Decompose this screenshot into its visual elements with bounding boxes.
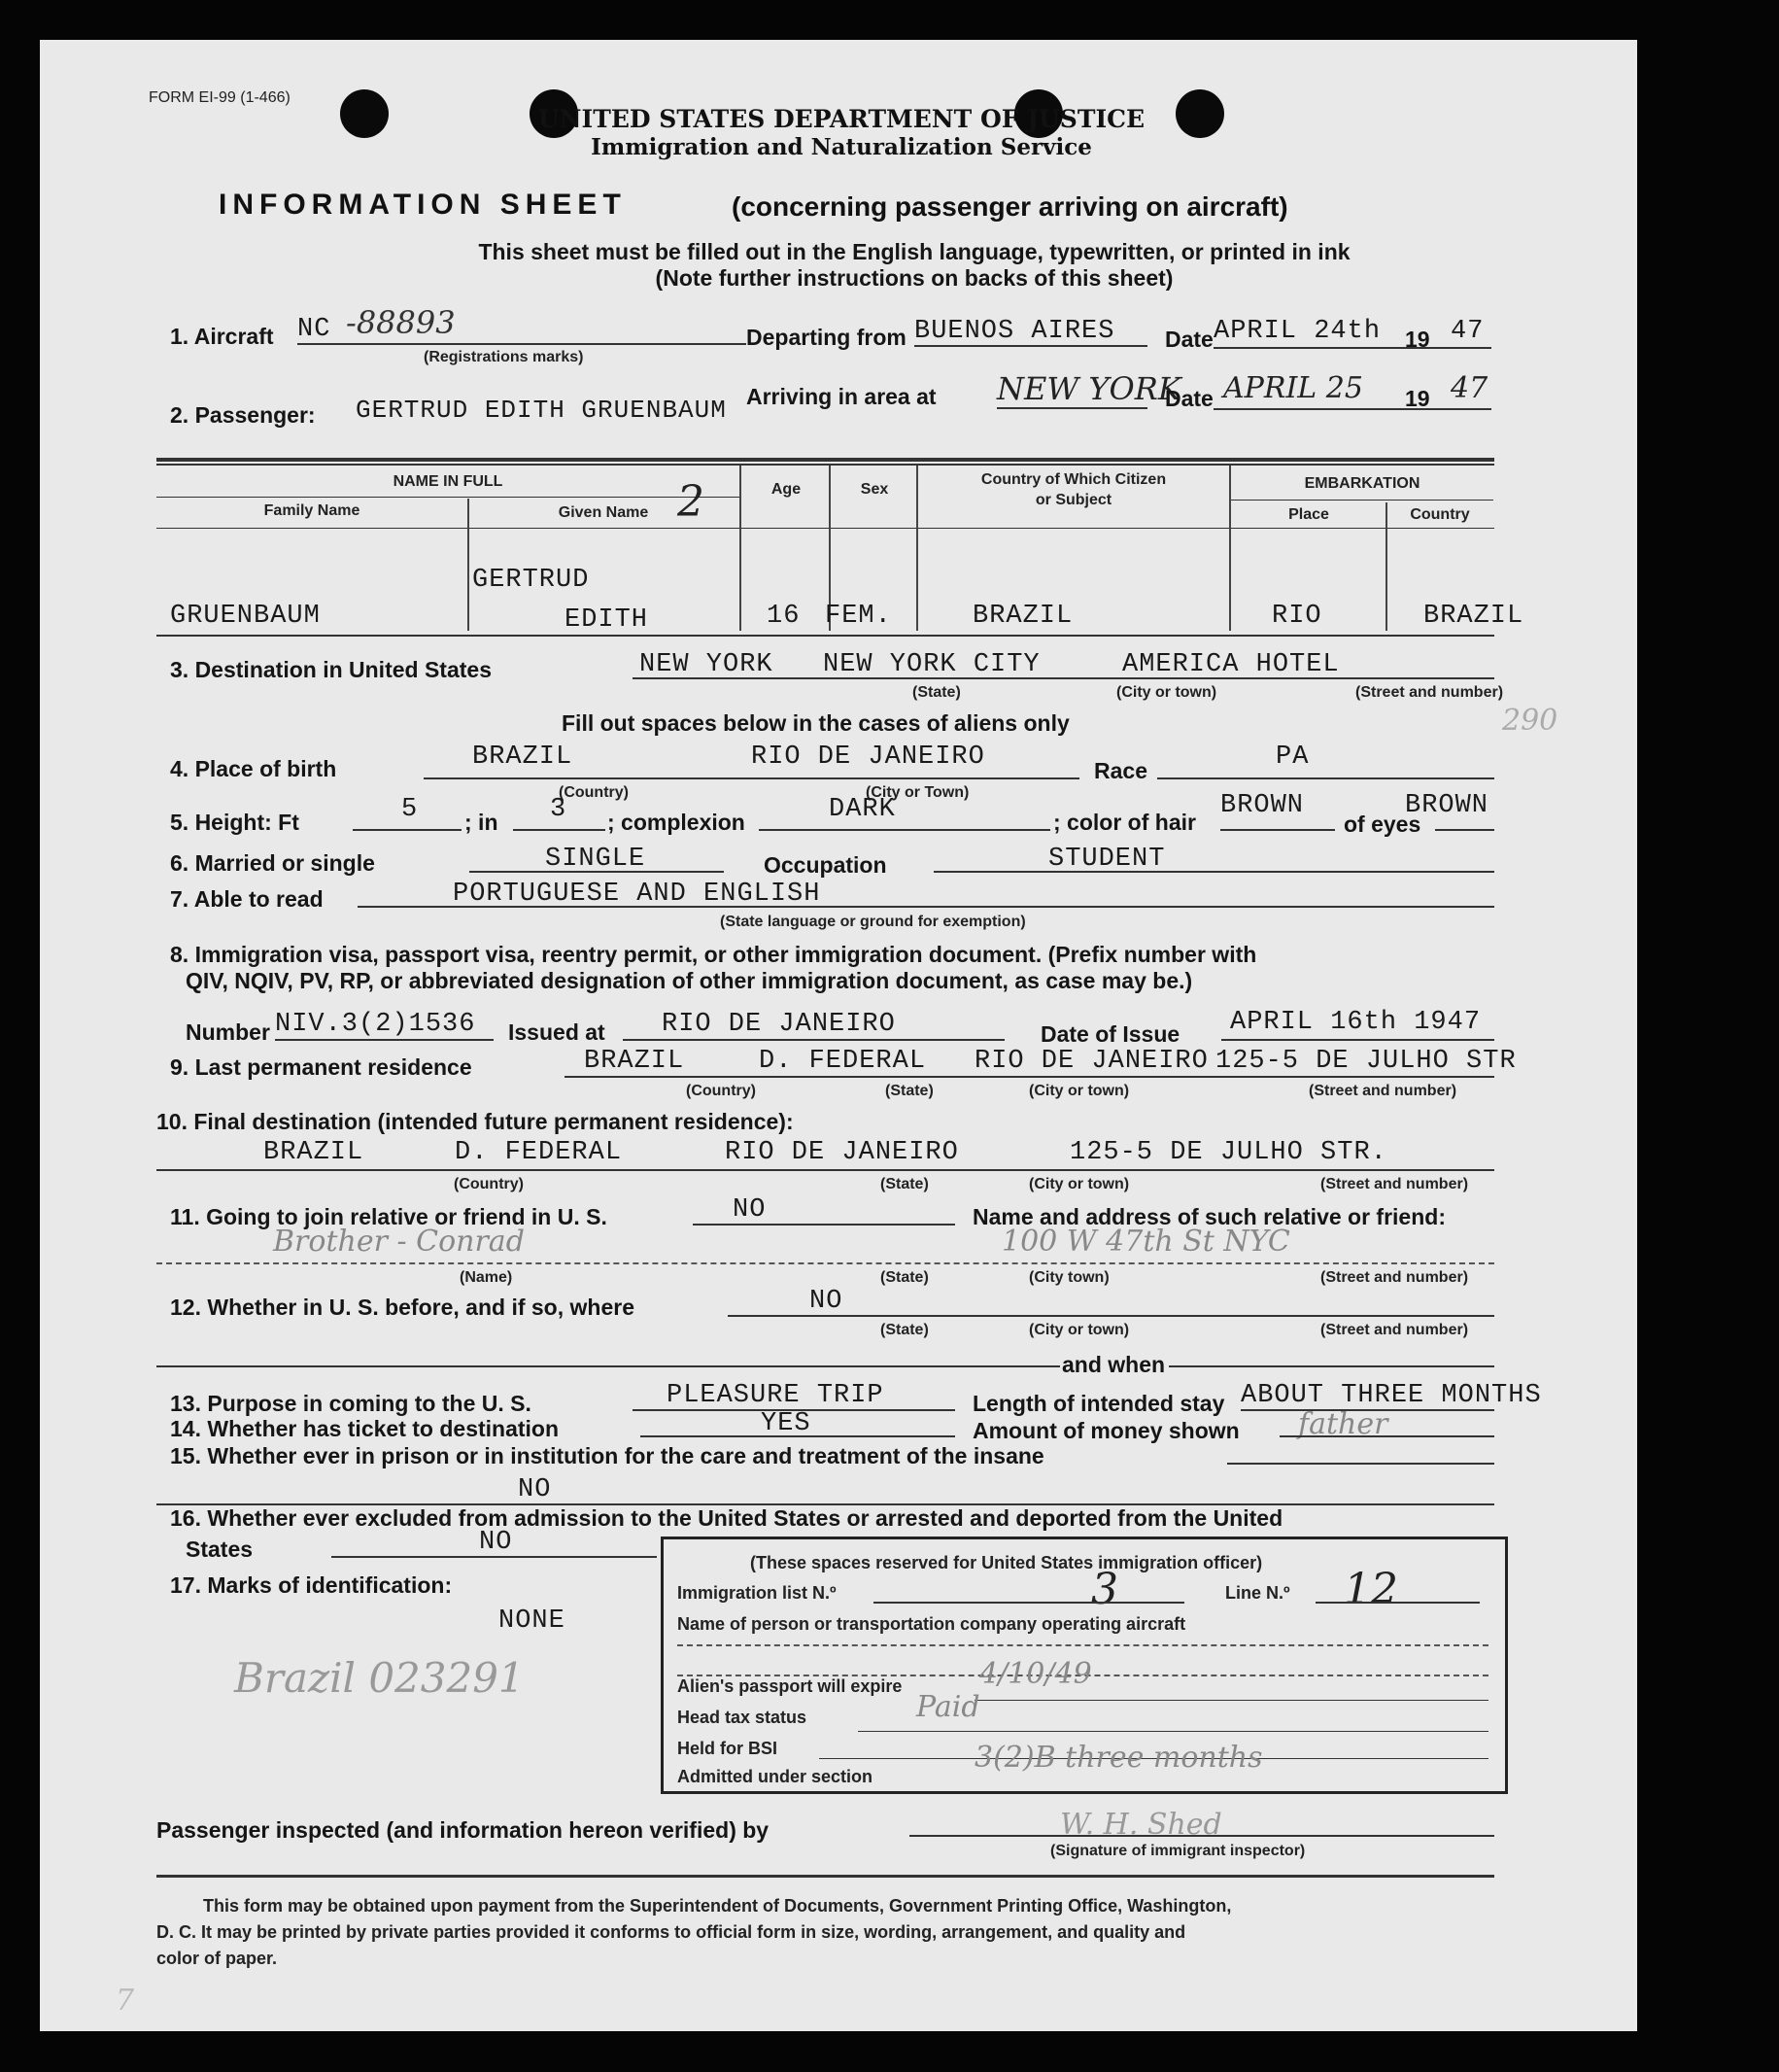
table-col-divider bbox=[739, 466, 741, 631]
row-given-name-2: EDITH bbox=[564, 605, 649, 635]
q10-city-caption: (City or town) bbox=[1029, 1176, 1130, 1192]
q11-state-caption: (State) bbox=[880, 1269, 929, 1286]
admitted-value: 3(2)B three months bbox=[975, 1741, 1263, 1775]
doc-number: NIV.3(2)1536 bbox=[275, 1010, 476, 1039]
join-relative-value: NO bbox=[733, 1195, 767, 1225]
q9-country-caption: (Country) bbox=[686, 1083, 756, 1099]
q3-label: 3. Destination in United States bbox=[170, 657, 492, 682]
embarkation-divider bbox=[1231, 500, 1493, 501]
q1-year: 47 bbox=[1451, 317, 1485, 346]
q11-line bbox=[156, 1262, 1494, 1264]
q4-line bbox=[424, 777, 1079, 779]
language-value: PORTUGUESE AND ENGLISH bbox=[453, 880, 821, 909]
q1-date-label: Date bbox=[1165, 327, 1214, 352]
immigration-officer-box bbox=[661, 1537, 1508, 1794]
passport-expire-value: 4/10/49 bbox=[979, 1657, 1092, 1691]
q4-city-caption: (City or Town) bbox=[866, 784, 970, 801]
corner-mark: 7 bbox=[116, 1984, 135, 2018]
given-name-header: Given Name bbox=[558, 504, 649, 521]
q12-city-caption: (City or town) bbox=[1029, 1322, 1130, 1338]
q4-country-caption: (Country) bbox=[559, 784, 629, 801]
q9-city-caption: (City or town) bbox=[1029, 1083, 1130, 1099]
table-col-divider bbox=[916, 466, 918, 631]
destination-street: AMERICA HOTEL bbox=[1122, 650, 1340, 679]
height-ft-line bbox=[353, 829, 462, 831]
instruction-line-1: This sheet must be filled out in the English language, typewritten, or printed in ink bbox=[478, 239, 1351, 264]
q2-date-line bbox=[1214, 408, 1491, 410]
excluded-value: NO bbox=[479, 1528, 513, 1557]
sheet-subtitle: (concerning passenger arriving on aircraft) bbox=[732, 191, 1288, 222]
residence-street: 125-5 DE JULHO STR bbox=[1215, 1047, 1517, 1076]
marital-status: SINGLE bbox=[545, 845, 646, 874]
country-header: Country bbox=[1410, 506, 1470, 523]
q8-line-2: QIV, NQIV, PV, RP, or abbreviated designation of other immigration document, as case may be.) bbox=[186, 968, 1193, 993]
table-col-divider bbox=[1386, 502, 1387, 631]
line-label: Line N.º bbox=[1225, 1583, 1290, 1603]
form-sheet bbox=[40, 40, 1637, 2031]
inspected-label: Passenger inspected (and information hereon verified) by bbox=[156, 1817, 770, 1843]
q1-date-value: APRIL 24th bbox=[1214, 317, 1382, 346]
passport-expire-label: Alien's passport will expire bbox=[677, 1676, 903, 1696]
line-value: 12 bbox=[1344, 1565, 1398, 1614]
departing-label: Departing from bbox=[746, 325, 907, 350]
hair-value: BROWN bbox=[1220, 791, 1305, 820]
sheet-title: INFORMATION SHEET bbox=[219, 189, 627, 221]
passenger-name: GERTRUD EDITH GRUENBAUM bbox=[356, 396, 727, 425]
table-top-line bbox=[156, 458, 1494, 462]
issued-label: Issued at bbox=[508, 1019, 605, 1045]
relative-name-label: Name and address of such relative or friend: bbox=[973, 1204, 1446, 1229]
list-value: 3 bbox=[1091, 1565, 1118, 1614]
row-sex: FEM. bbox=[825, 602, 892, 631]
embarkation-header: EMBARKATION bbox=[1304, 475, 1420, 492]
name-header-divider bbox=[156, 497, 739, 498]
place-header: Place bbox=[1288, 506, 1329, 523]
issued-value: RIO DE JANEIRO bbox=[662, 1010, 896, 1039]
age-header: Age bbox=[770, 481, 802, 498]
registration-caption: (Registrations marks) bbox=[424, 349, 584, 365]
row-given-name-1: GERTRUD bbox=[472, 566, 590, 595]
q5-label: 5. Height: Ft bbox=[170, 810, 299, 835]
punch-hole bbox=[1176, 89, 1224, 138]
head-tax-line bbox=[858, 1731, 1488, 1732]
given-name-mark: 2 bbox=[677, 477, 704, 527]
final-country: BRAZIL bbox=[263, 1138, 364, 1167]
q12-where-line bbox=[156, 1365, 1060, 1367]
q2-label: 2. Passenger: bbox=[170, 402, 316, 428]
race-value: PA bbox=[1276, 742, 1310, 772]
purpose-value: PLEASURE TRIP bbox=[667, 1381, 884, 1410]
q2-year: 47 bbox=[1451, 371, 1488, 405]
q2-year-prefix: 19 bbox=[1405, 386, 1430, 411]
signature-line bbox=[909, 1835, 1494, 1837]
identification-value: NONE bbox=[498, 1606, 565, 1636]
stay-label: Length of intended stay bbox=[973, 1391, 1225, 1416]
language-line bbox=[358, 906, 1494, 908]
q10-label: 10. Final destination (intended future permanent residence): bbox=[156, 1109, 794, 1134]
occupation-line bbox=[934, 871, 1494, 873]
q3-street-caption: (Street and number) bbox=[1355, 684, 1504, 701]
q1-label: 1. Aircraft bbox=[170, 324, 274, 349]
aircraft-prefix: NC bbox=[297, 315, 331, 344]
bsi-label: Held for BSI bbox=[677, 1739, 778, 1758]
row-age: 16 bbox=[767, 602, 801, 631]
q11-name-caption: (Name) bbox=[460, 1269, 513, 1286]
table-col-divider bbox=[467, 499, 469, 631]
row-embark-country: BRAZIL bbox=[1423, 602, 1524, 631]
complexion-line bbox=[759, 829, 1050, 831]
q10-street-caption: (Street and number) bbox=[1320, 1176, 1469, 1192]
q9-state-caption: (State) bbox=[885, 1083, 934, 1099]
q11-label: 11. Going to join relative or friend in U. S. bbox=[170, 1204, 607, 1229]
final-street: 125-5 DE JULHO STR. bbox=[1070, 1138, 1387, 1167]
ticket-line bbox=[640, 1435, 955, 1437]
height-in: 3 bbox=[550, 795, 567, 824]
q2-date-value: APRIL 25 bbox=[1223, 371, 1363, 405]
sex-header: Sex bbox=[860, 481, 889, 498]
q3-city-caption: (City or town) bbox=[1116, 684, 1217, 701]
q12-state-caption: (State) bbox=[880, 1322, 929, 1338]
money-label: Amount of money shown bbox=[973, 1418, 1240, 1443]
footer-line-2: D. C. It may be printed by private parties provided it conforms to official form in size, wording, arrangement, and quality and bbox=[156, 1922, 1186, 1942]
aliens-mark: 290 bbox=[1502, 704, 1558, 738]
complexion-label: ; complexion bbox=[607, 810, 745, 835]
q1-date-line bbox=[1214, 347, 1491, 349]
head-tax-value: Paid bbox=[916, 1690, 980, 1724]
q1-year-prefix: 19 bbox=[1405, 327, 1430, 352]
identification-handwritten: Brazil 023291 bbox=[234, 1654, 525, 1702]
q6-label: 6. Married or single bbox=[170, 850, 375, 876]
q4-label: 4. Place of birth bbox=[170, 756, 337, 781]
prison-value: NO bbox=[518, 1475, 552, 1504]
residence-city: RIO DE JANEIRO bbox=[975, 1047, 1209, 1076]
q16-line-1: 16. Whether ever excluded from admission to the United States or arrested and deported from the United bbox=[170, 1505, 1283, 1531]
footer-rule bbox=[156, 1875, 1494, 1878]
signature-caption: (Signature of immigrant inspector) bbox=[1050, 1843, 1306, 1859]
q16-line-2: States bbox=[186, 1537, 254, 1562]
complexion-value: DARK bbox=[829, 795, 896, 824]
q3-state-caption: (State) bbox=[912, 684, 961, 701]
and-when-line bbox=[1169, 1365, 1494, 1367]
q12-line bbox=[728, 1315, 1494, 1317]
height-ft: 5 bbox=[401, 795, 419, 824]
doc-number-line bbox=[275, 1039, 494, 1041]
hair-line bbox=[1220, 829, 1335, 831]
final-city: RIO DE JANEIRO bbox=[725, 1138, 959, 1167]
subject-header: or Subject bbox=[1035, 492, 1112, 508]
occupation-value: STUDENT bbox=[1048, 845, 1166, 874]
row-family-name: GRUENBAUM bbox=[170, 602, 321, 631]
ticket-value: YES bbox=[761, 1409, 811, 1438]
table-col-divider bbox=[1229, 466, 1231, 631]
office-header: (These spaces reserved for United States immigration officer) bbox=[750, 1553, 1263, 1572]
list-line bbox=[873, 1602, 1184, 1604]
departing-value: BUENOS AIRES bbox=[914, 317, 1115, 346]
relative-name-handwritten: Brother - Conrad bbox=[273, 1225, 525, 1259]
stay-value: ABOUT THREE MONTHS bbox=[1241, 1381, 1542, 1410]
money-handwritten: father bbox=[1298, 1407, 1388, 1441]
q12-street-caption: (Street and number) bbox=[1320, 1322, 1469, 1338]
q7-label: 7. Able to read bbox=[170, 886, 324, 912]
issued-line bbox=[623, 1039, 1005, 1041]
list-label: Immigration list N.º bbox=[677, 1583, 837, 1603]
marital-line bbox=[469, 871, 724, 873]
q12-label: 12. Whether in U. S. before, and if so, where bbox=[170, 1295, 634, 1320]
q2-date-label: Date bbox=[1165, 386, 1214, 411]
race-label: Race bbox=[1094, 758, 1147, 783]
table-bottom-line bbox=[156, 635, 1494, 637]
eyes-label: of eyes bbox=[1344, 812, 1421, 837]
arriving-value: NEW YORK bbox=[997, 370, 1181, 407]
aircraft-number: -88893 bbox=[346, 304, 456, 341]
punch-hole bbox=[340, 89, 389, 138]
q15-label: 15. Whether ever in prison or in institution for the care and treatment of the insane bbox=[170, 1443, 1044, 1468]
height-in-label: ; in bbox=[464, 810, 498, 835]
q10-country-caption: (Country) bbox=[454, 1176, 524, 1192]
family-name-header: Family Name bbox=[263, 502, 360, 519]
departing-line bbox=[914, 345, 1147, 347]
final-state: D. FEDERAL bbox=[455, 1138, 623, 1167]
passport-expire-line bbox=[975, 1700, 1488, 1701]
q3-line bbox=[633, 677, 1494, 679]
table-top-line-2 bbox=[156, 464, 1494, 466]
q10-line bbox=[156, 1169, 1494, 1171]
eyes-value: BROWN bbox=[1405, 791, 1489, 820]
line-number-line bbox=[1316, 1602, 1480, 1604]
issue-date-label: Date of Issue bbox=[1041, 1021, 1180, 1047]
q16-line bbox=[331, 1556, 657, 1558]
admitted-label: Admitted under section bbox=[677, 1767, 873, 1786]
citizen-header: Country of Which Citizen bbox=[980, 471, 1167, 488]
q15-line-1 bbox=[1227, 1463, 1494, 1465]
birth-country: BRAZIL bbox=[472, 742, 573, 772]
q13-label: 13. Purpose in coming to the U. S. bbox=[170, 1391, 531, 1416]
destination-state: NEW YORK bbox=[639, 650, 773, 679]
row-citizen: BRAZIL bbox=[973, 602, 1074, 631]
footer-line-1: This form may be obtained upon payment from the Superintendent of Documents, Government Printing Office, Washington, bbox=[203, 1896, 1232, 1916]
q14-label: 14. Whether has ticket to destination bbox=[170, 1416, 560, 1441]
inspector-signature: W. H. Shed bbox=[1060, 1808, 1222, 1842]
q8-line-1: 8. Immigration visa, passport visa, reentry permit, or other immigration document. (Prefix number with bbox=[170, 942, 1257, 967]
form-number: FORM EI-99 (1-466) bbox=[149, 89, 291, 106]
service-title: Immigration and Naturalization Service bbox=[591, 134, 1092, 160]
doc-number-label: Number bbox=[186, 1019, 270, 1045]
instruction-line-2: (Note further instructions on backs of this sheet) bbox=[655, 265, 1174, 291]
birth-city: RIO DE JANEIRO bbox=[751, 742, 985, 772]
residence-country: BRAZIL bbox=[584, 1047, 685, 1076]
head-tax-label: Head tax status bbox=[677, 1708, 807, 1727]
arriving-label: Arriving in area at bbox=[746, 384, 937, 409]
occupation-label: Occupation bbox=[764, 852, 887, 878]
q9-line bbox=[564, 1076, 1494, 1078]
operator-label: Name of person or transportation company operating aircraft bbox=[677, 1614, 1186, 1634]
operator-line-1 bbox=[677, 1644, 1488, 1646]
q11-city-caption: (City town) bbox=[1029, 1269, 1110, 1286]
residence-state: D. FEDERAL bbox=[759, 1047, 927, 1076]
q17-label: 17. Marks of identification: bbox=[170, 1572, 453, 1598]
department-title: UNITED STATES DEPARTMENT OF JUSTICE bbox=[537, 105, 1146, 133]
aliens-note: Fill out spaces below in the cases of aliens only bbox=[562, 710, 1070, 736]
arriving-line bbox=[997, 407, 1147, 409]
issue-date-value: APRIL 16th 1947 bbox=[1230, 1008, 1482, 1037]
eyes-line bbox=[1435, 829, 1494, 831]
money-line bbox=[1280, 1435, 1494, 1437]
height-in-line bbox=[513, 829, 605, 831]
race-line bbox=[1157, 777, 1494, 779]
q11-street-caption: (Street and number) bbox=[1320, 1269, 1469, 1286]
q7-caption: (State language or ground for exemption) bbox=[720, 914, 1026, 930]
issue-date-line bbox=[1221, 1039, 1494, 1041]
row-embark-place: RIO bbox=[1272, 602, 1322, 631]
name-in-full-header: NAME IN FULL bbox=[393, 473, 503, 490]
table-header-bottom bbox=[156, 528, 1494, 529]
q10-state-caption: (State) bbox=[880, 1176, 929, 1192]
hair-label: ; color of hair bbox=[1053, 810, 1196, 835]
q9-street-caption: (Street and number) bbox=[1309, 1083, 1457, 1099]
aircraft-line bbox=[297, 343, 746, 345]
join-relative-line bbox=[693, 1224, 955, 1226]
q9-label: 9. Last permanent residence bbox=[170, 1054, 472, 1080]
destination-city: NEW YORK CITY bbox=[823, 650, 1041, 679]
footer-line-3: color of paper. bbox=[156, 1949, 278, 1968]
relative-address-handwritten: 100 W 47th St NYC bbox=[1002, 1225, 1290, 1259]
previous-us-value: NO bbox=[809, 1287, 843, 1316]
and-when-label: and when bbox=[1062, 1352, 1166, 1377]
